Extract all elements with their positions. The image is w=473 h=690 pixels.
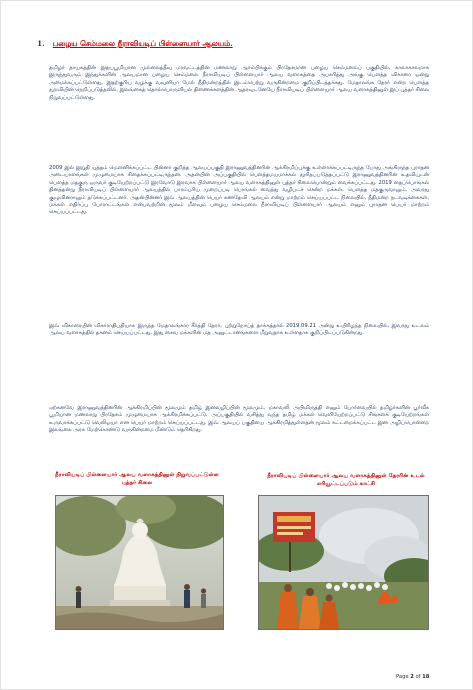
page-total: 18 (422, 674, 430, 680)
buddha-statue-photo (55, 495, 224, 630)
paragraph-1: தமிழர் தாயகத்தின் இதயபூமியான முல்லைத்தீவு மாவட்டத்தின் மணலாறு ஆரம்பிக்கும் பிரதேசமான பழைய செம்மலைப் பகுதியில், காலாகாலமாக இருந்துவரும் இந்துக்களின் ஆலயமான பழைய செம்மலை நீராவியடிப் பிள்ளையார் ஆலய வளாகத்தை அபகரித்து அங்கு பௌத்த விகாரை ஒன்று அமைக்கப்பட்டுள்ளது. இதற்குரிய வழக்கு வவுனியா மேல் நீதிமன்றத்தில் இடம்பெற்று வருகின்றமை குறிப்பிடத்தக்கது. மேதாலங்க தேரர் என்ற பௌத்த துறவியின் நெறிப்படுத்தலில், இலங்கைத் தொல்பொருளியல் திணைக்களத்தின் ஆதரவுடனேயே நீராவியடிப் பிள்ளையார் ஆலய வளாகத்தினுள் இப் புத்தர் சிலை நிறுவப்பட்டுள்ளது. (49, 65, 429, 101)
section-heading (37, 39, 233, 49)
page-number-footer (396, 674, 429, 680)
paragraph-4: ஏற்கனவே இராணுவத்தினரின் ஆக்கிரமிப்பின் மூலமும் தமிழ் இனவழிப்பின் மூலமும், மகாவலி அபிவிருத்தி எனும் போர்வையில் தமிழர்களின் பூர்வீக பூமியான மணலாறு பிரதேசம் முழுமையாக ஆக்கிரமிக்கப்பட்டு, அப்பகுதியில் வசித்து வந்த தமிழ் மக்கள் வெளியேற்றப்பட்டு சிங்களக் குடியேற்றங்கள் உருவாக்கப்பட்டு வெலிஓயா என பெயர் மாற்றம் செய்யப்பட்டது. இவ் ஆலயப் பகுதியை ஆக்கிரமித்துள்ளதன் மூலம் கட்டமைக்கப்பட்ட இன அழிப்பொன்றை இலங்கை அரசு மேற்கொண்டு வருகின்றமை மீண்டும் தெரிகிறது. (49, 405, 429, 434)
page-current: 2 (410, 674, 414, 680)
photo-caption-right: நீராவியடிப் பிள்ளையார் ஆலய வளாகத்தினுள் தேரரின் உடல் எரியூட்டப்படும் காட்சி (267, 473, 425, 488)
of-word: of (415, 674, 421, 680)
paragraph-2: 2009 இல் இறுதி யுத்தம் மௌனிக்கப்பட்ட பின்னர் குறித்த ஆலயப்பகுதி இராணுவத்தினரின் ஆக்கிரமிப்புக்கு உள்ளாக்கப்பட்டிருந்த போது அங்கிருந்த புராதன அடையாளங்கள் முழுமையாக சிதைக்கப்பட்டிருந்தன. அதன்பின் அப்பகுதியில் பௌத்தமயமாக்கல் தூரிதப்படுத்தப்பட்டு இராணுவத்தினரின் உதவியுடன் பௌத்த மதகுரு ஒருவர் குடியேற்றப்பட்டு இரவோடு இரவாக பிள்ளையார் ஆலய வளாகத்தினுள் புத்தர் சிலையொன்றும் வைக்கப்பட்டது. 2019 தைப்பொங்கல் தினத்தன்று நீராவியடிப் பிள்ளையார் ஆலயத்தில் பாரம்பரிய முறைப்படி பொங்கல் வைத்து வழிபடச் சென்ற மக்கள், பௌத்த மதகுருவாலும், அவரது குழுவினராலும் தடுக்கப்பட்டனர். அதன்பின்னர் இவ் ஆலயத்தின் பெயர் கணதேவி ஆலயம் என்று மாற்றம் செய்யப்பட்ட நிலையில், நீதிமன்ற நடவடிக்கைகள், மக்கள் எதிர்ப்பு போராட்டங்கள் என்பவற்றின் மூலம் மீளவும் பழைய செம்மலை நீராவியடிப் பிள்ளையார் ஆலயம் எனும் புராதன பெயர் மாற்றம் செய்யப்பட்டது. (49, 165, 429, 216)
section-number: 1. (37, 39, 45, 48)
paragraph-3: இவ் விகாரையின் விகாராதிபதியாக இருந்த மேதாலங்கார கீர்த்தி தேரர், புற்றுநோய்த் தாக்கத்தால் 2019.09.21 அன்று உயிரிழந்த நிலையில், இவரது உடலம் ஆலய வளாகத்தில் தகனம் செய்யப்பட்டது. இது சைவ மக்களின் மத அனுட்டானங்களை மீறுவதாக உள்ளதாக குறிப்பிடப்படுகின்றது. (49, 323, 429, 337)
section-title: பழைய செம்மலை நீராவியடிப் பிள்ளையார் ஆலயம். (52, 39, 233, 48)
page-word: Page (396, 674, 409, 680)
cremation-scene-photo (258, 495, 429, 630)
photo-caption-left: நீராவியடிப் பிள்ளையார் ஆலய வளாகத்தினுள் நிறுவப்பட்டுள்ள புத்தர் சிலை (55, 472, 219, 487)
